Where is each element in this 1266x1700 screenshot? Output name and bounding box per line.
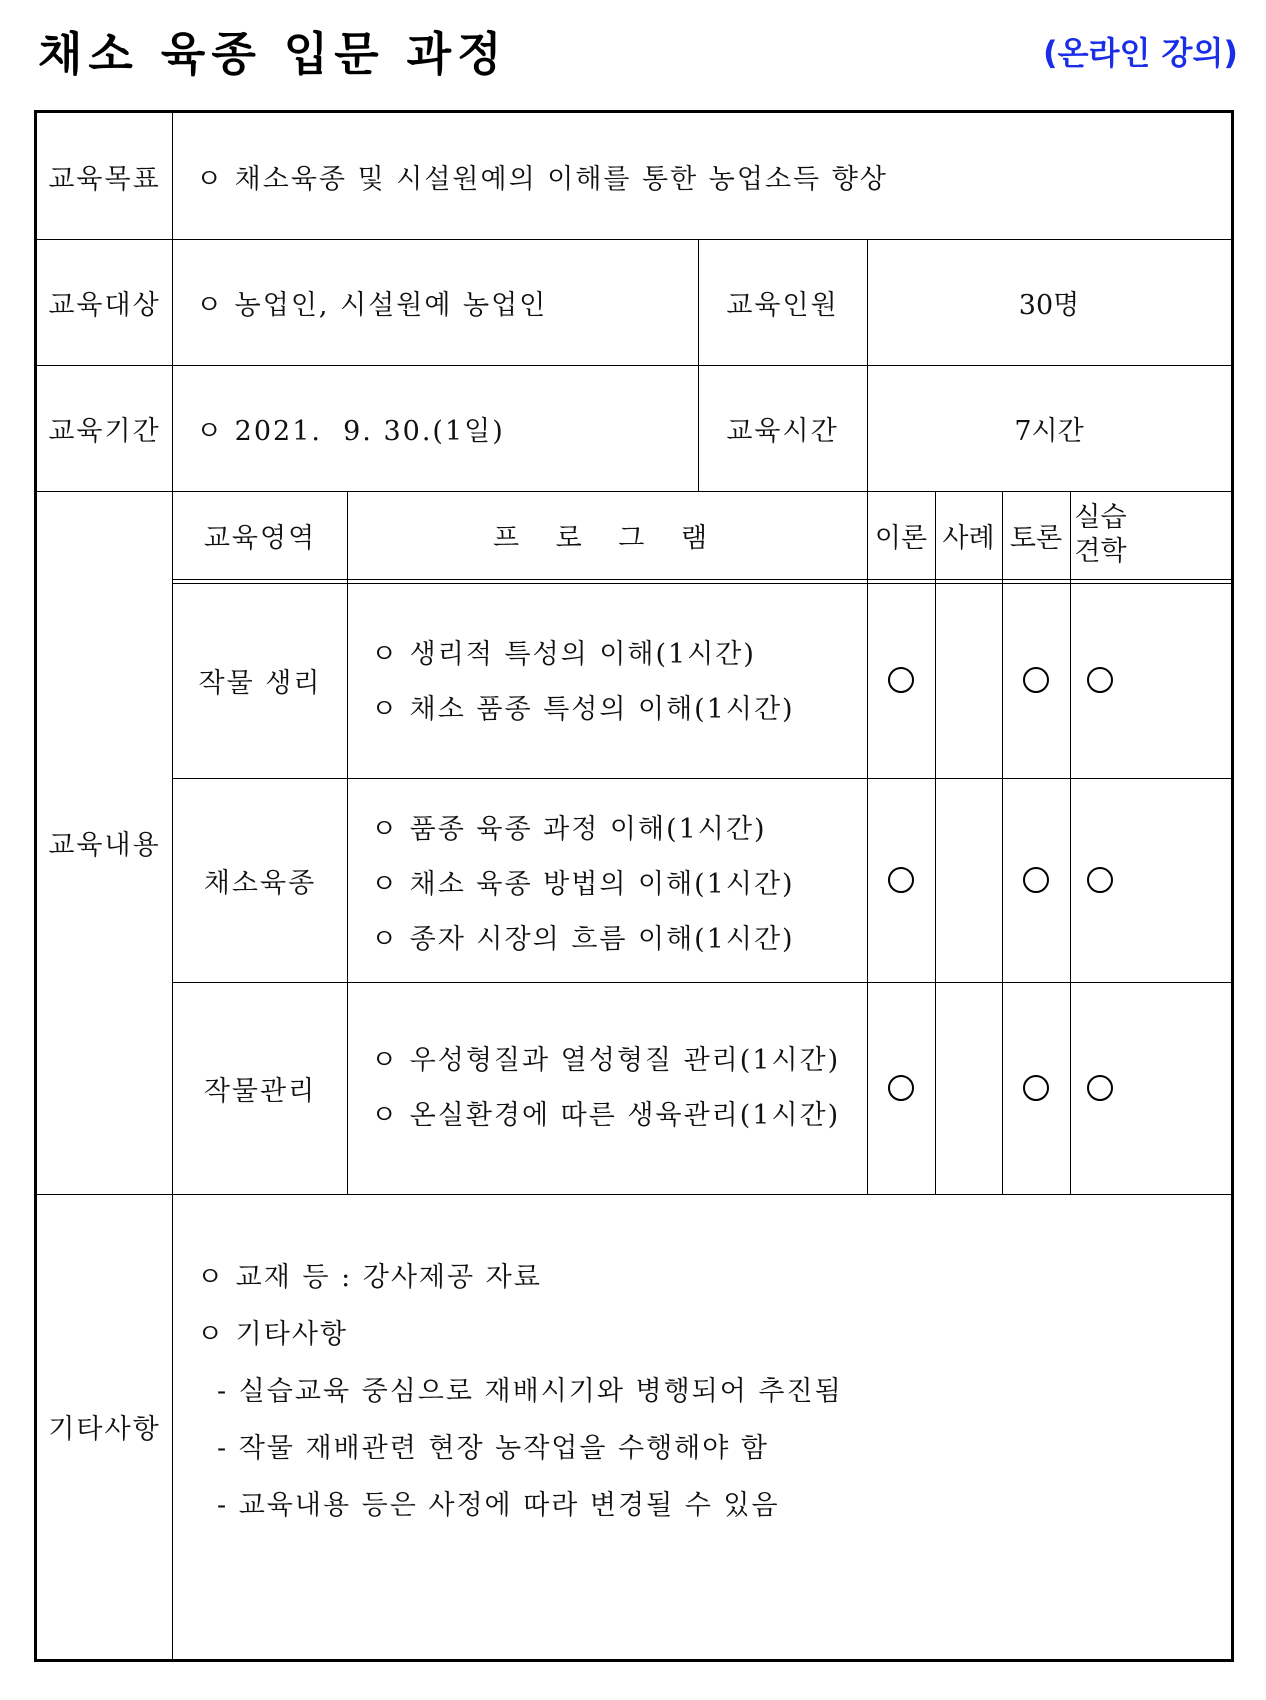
label-hours: 교육시간 — [726, 415, 839, 447]
header-theory: 이론 — [874, 522, 928, 554]
mark-practice-row2 — [1087, 867, 1113, 893]
mark-discussion-row1 — [1023, 667, 1049, 693]
program-line: ㅇ 종자 시장의 흐름 이해(1시간) — [371, 924, 795, 955]
row-programs-physiology — [371, 627, 795, 737]
page-title: 채소 육종 입문 과정 — [38, 27, 508, 81]
program-line: ㅇ 채소 육종 방법의 이해(1시간) — [371, 869, 795, 900]
mark-practice-row3 — [1087, 1075, 1113, 1101]
header-practice-line1: 실습 — [1074, 502, 1127, 533]
course-table — [34, 110, 1234, 1662]
program-line: ㅇ 채소 품종 특성의 이해(1시간) — [371, 694, 795, 725]
mark-discussion-row3 — [1023, 1075, 1049, 1101]
row-programs-breeding — [371, 802, 795, 967]
mark-discussion-row2 — [1023, 867, 1049, 893]
page-subtitle: (온라인 강의) — [1043, 34, 1238, 72]
value-period: ㅇ 2021. 9. 30.(1일) — [196, 415, 505, 447]
program-line: ㅇ 온실환경에 따른 생육관리(1시간) — [371, 1100, 841, 1131]
header-discussion: 토론 — [1009, 522, 1063, 554]
label-etc: 기타사항 — [48, 1414, 161, 1445]
program-line: ㅇ 생리적 특성의 이해(1시간) — [371, 639, 756, 670]
program-line: ㅇ 품종 육종 과정 이해(1시간) — [371, 814, 767, 845]
header-program: 프 로 그 램 — [492, 522, 722, 554]
label-period: 교육기간 — [48, 415, 161, 447]
row-area-management: 작물관리 — [203, 1075, 317, 1107]
value-hours: 7시간 — [1014, 415, 1084, 447]
label-target: 교육대상 — [48, 289, 161, 321]
row-area-breeding: 채소육종 — [203, 867, 317, 899]
header-area: 교육영역 — [203, 522, 317, 554]
mark-theory-row3 — [888, 1075, 914, 1101]
row-programs-management — [371, 1033, 840, 1143]
mark-theory-row1 — [888, 667, 914, 693]
etc-line: - 작물 재배관련 현장 농작업을 수행해야 함 — [217, 1433, 770, 1464]
etc-line: - 실습교육 중심으로 재배시기와 병행되어 추진됨 — [217, 1376, 843, 1407]
value-headcount: 30명 — [1018, 289, 1080, 321]
header-practice — [1070, 491, 1131, 579]
mark-practice-row1 — [1087, 667, 1113, 693]
etc-line: ㅇ 교재 등 : 강사제공 자료 — [197, 1262, 542, 1293]
label-goal: 교육목표 — [48, 163, 161, 195]
mark-theory-row2 — [888, 867, 914, 893]
header-case: 사례 — [942, 522, 995, 554]
label-headcount: 교육인원 — [726, 289, 839, 321]
etc-line: ㅇ 기타사항 — [197, 1319, 348, 1350]
etc-line: - 교육내용 등은 사정에 따라 변경될 수 있음 — [217, 1490, 780, 1521]
value-goal: ㅇ 채소육종 및 시설원예의 이해를 통한 농업소득 향상 — [196, 163, 888, 195]
program-line: ㅇ 우성형질과 열성형질 관리(1시간) — [371, 1045, 841, 1076]
value-target: ㅇ 농업인, 시설원예 농업인 — [196, 289, 548, 321]
row-area-physiology: 작물 생리 — [198, 667, 322, 699]
etc-lines — [197, 1249, 843, 1534]
header-practice-line2: 견학 — [1074, 536, 1127, 567]
label-content: 교육내용 — [48, 830, 161, 861]
